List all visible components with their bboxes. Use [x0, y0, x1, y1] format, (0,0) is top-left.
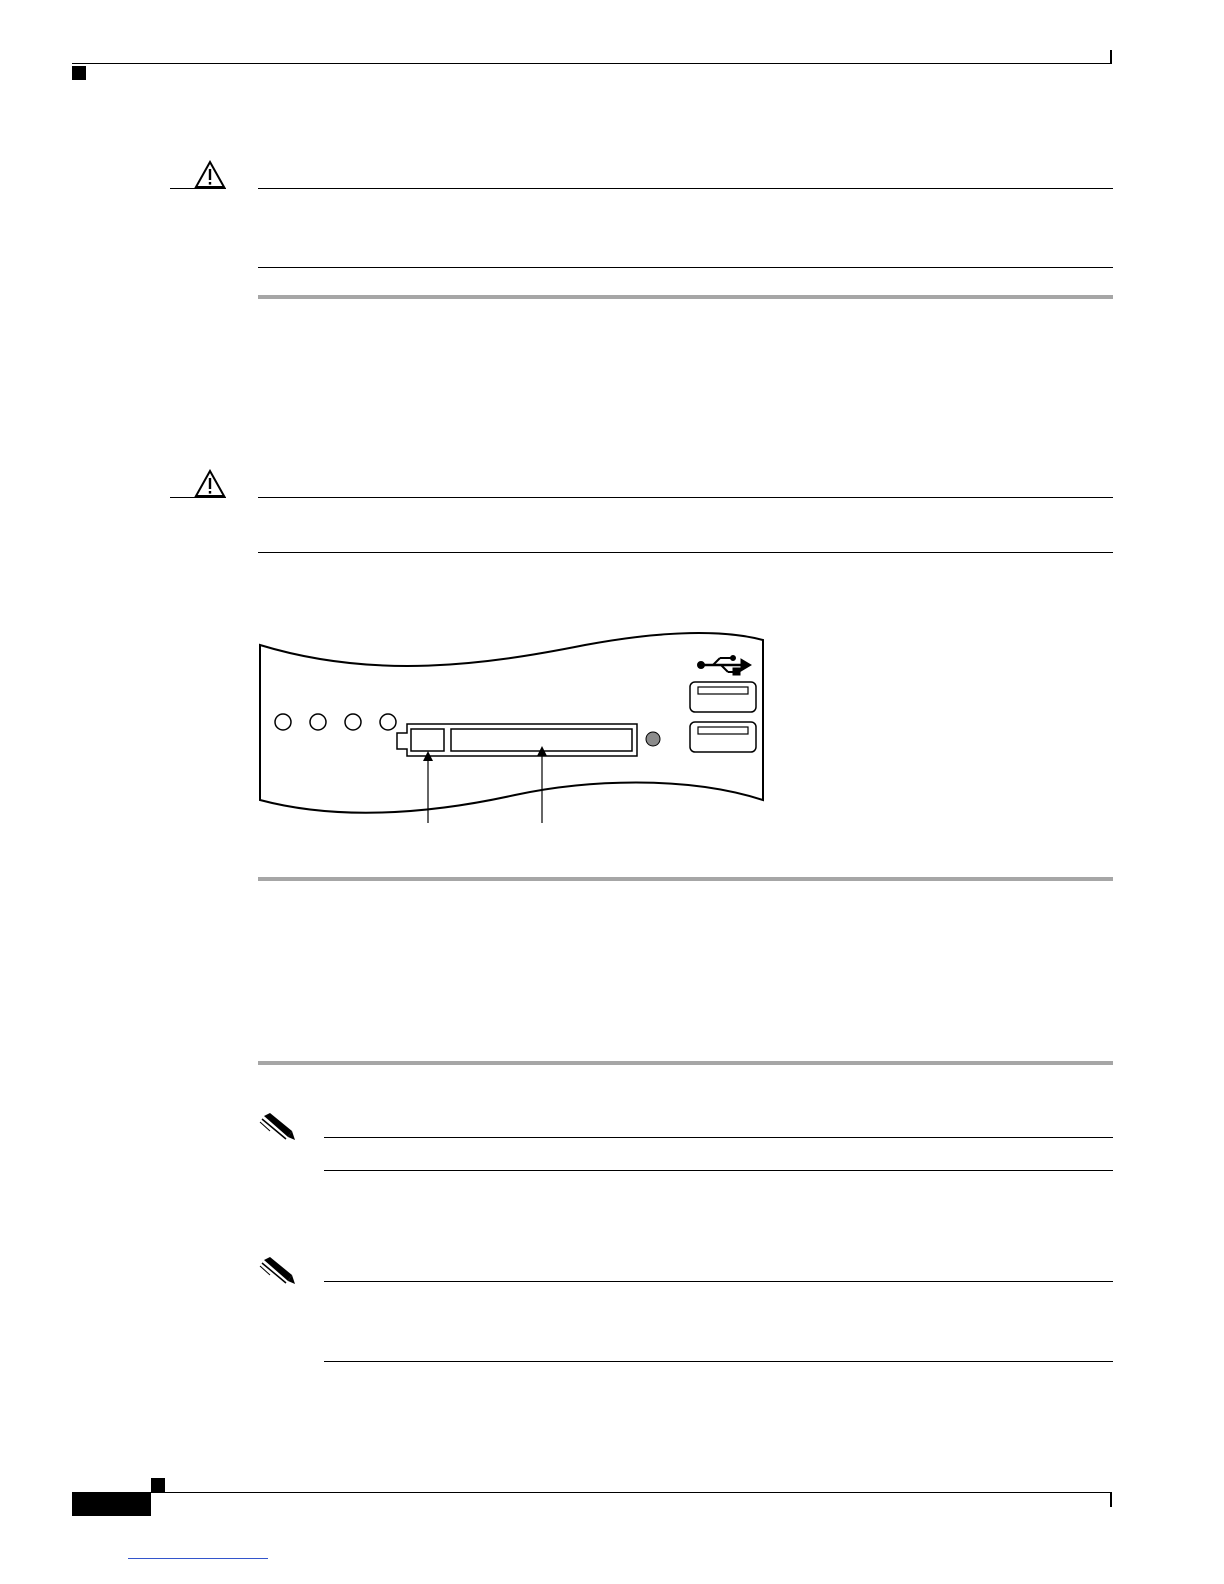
caution-icon: [194, 469, 226, 499]
usb-port-icon: [690, 722, 756, 752]
caution-2-top-rule: [258, 497, 1113, 498]
led-icon: [275, 714, 291, 730]
header-marker: [72, 66, 86, 80]
footer-marker: [151, 1478, 165, 1492]
led-icon: [345, 714, 361, 730]
caution-1-left-rule: [170, 188, 226, 189]
usb-port-icon: [690, 682, 756, 712]
caution-icon: [194, 160, 226, 190]
note-pencil-icon: [258, 1113, 296, 1141]
eject-button-icon: [411, 729, 444, 751]
note-1-top-rule: [324, 1137, 1113, 1138]
led-icon: [310, 714, 326, 730]
note-1-bottom-rule: [324, 1170, 1113, 1171]
section-rule-2: [258, 877, 1113, 881]
footer-right-tick: [1110, 1493, 1112, 1507]
section-rule-3: [258, 1061, 1113, 1065]
caution-2-bottom-rule: [258, 552, 1113, 553]
note-2-bottom-rule: [324, 1361, 1113, 1362]
caution-2-left-rule: [170, 497, 226, 498]
note-pencil-icon: [258, 1257, 296, 1285]
front-panel-figure: [255, 625, 775, 830]
panel-outline: [260, 633, 763, 813]
caution-1-top-rule: [258, 188, 1113, 189]
section-rule-1: [258, 295, 1113, 299]
header-right-tick: [1110, 50, 1112, 64]
led-icon: [380, 714, 396, 730]
header-rule: [72, 63, 1112, 64]
note-2-top-rule: [324, 1281, 1113, 1282]
footer-tab: [72, 1492, 151, 1516]
led-icon: [646, 732, 660, 746]
footer-link-underline[interactable]: [128, 1558, 268, 1559]
footer-rule: [72, 1492, 1112, 1493]
caution-1-bottom-rule: [258, 267, 1113, 268]
